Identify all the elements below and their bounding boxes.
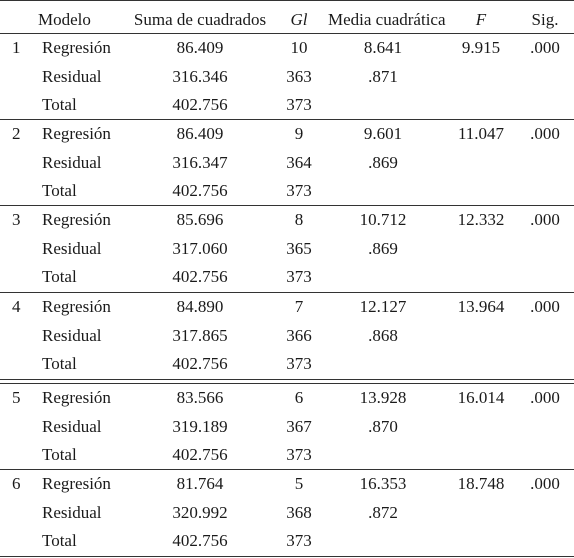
cell-media: .872 (368, 502, 398, 522)
group-divider (0, 205, 574, 206)
cell-tipo: Total (42, 354, 77, 373)
cell-suma: 317.060 (172, 238, 228, 258)
cell-media: 8.641 (363, 38, 403, 57)
cell-suma: 402.756 (172, 181, 228, 200)
cell-media: 16.353 (359, 474, 407, 493)
cell-media: .869 (368, 238, 398, 258)
cell-suma: 316.347 (172, 152, 228, 172)
cell-media: .869 (368, 152, 398, 172)
cell-tipo: Residual (42, 502, 102, 522)
group-divider-double (0, 379, 574, 380)
cell-suma: 402.756 (172, 354, 228, 373)
cell-f: 9.915 (461, 38, 501, 57)
cell-gl: 368 (286, 502, 312, 522)
cell-gl: 373 (286, 354, 312, 373)
cell-gl: 6 (294, 388, 304, 407)
cell-media: 12.127 (359, 297, 407, 316)
cell-tipo: Residual (42, 416, 102, 436)
cell-gl: 373 (286, 95, 312, 114)
cell-suma: 402.756 (172, 531, 228, 550)
cell-f: 16.014 (457, 388, 505, 407)
group-divider (0, 469, 574, 470)
cell-sig: .000 (530, 124, 560, 143)
cell-media: 10.712 (359, 210, 407, 229)
cell-suma: 84.890 (176, 297, 224, 316)
header-suma: Suma de cuadrados (133, 10, 267, 29)
table-bottom-rule (0, 556, 574, 557)
cell-gl: 366 (286, 325, 312, 345)
cell-tipo: Regresión (42, 38, 111, 57)
model-number: 2 (12, 124, 21, 143)
cell-tipo: Residual (42, 152, 102, 172)
cell-tipo: Residual (42, 238, 102, 258)
cell-suma: 317.865 (172, 325, 228, 345)
cell-gl: 367 (286, 416, 312, 436)
model-number: 6 (12, 474, 21, 493)
cell-gl: 365 (286, 238, 312, 258)
header-f: F (475, 10, 487, 29)
cell-suma: 402.756 (172, 267, 228, 286)
cell-f: 13.964 (457, 297, 505, 316)
cell-sig: .000 (530, 474, 560, 493)
cell-media: .868 (368, 325, 398, 345)
cell-sig: .000 (530, 38, 560, 57)
table-header (0, 0, 574, 34)
cell-tipo: Residual (42, 325, 102, 345)
cell-media: .870 (368, 416, 398, 436)
cell-tipo: Residual (42, 66, 102, 86)
cell-gl: 364 (286, 152, 312, 172)
model-number: 4 (12, 297, 21, 316)
cell-tipo: Total (42, 445, 77, 464)
group-divider (0, 292, 574, 293)
cell-f: 12.332 (457, 210, 505, 229)
cell-f: 18.748 (457, 474, 505, 493)
cell-gl: 9 (294, 124, 304, 143)
header-sig: Sig. (531, 10, 559, 29)
header-media: Media cuadrática (328, 10, 446, 29)
cell-gl: 373 (286, 445, 312, 464)
cell-tipo: Regresión (42, 210, 111, 229)
cell-sig: .000 (530, 388, 560, 407)
cell-sig: .000 (530, 297, 560, 316)
cell-suma: 319.189 (172, 416, 228, 436)
group-divider (0, 383, 574, 384)
cell-tipo: Regresión (42, 297, 111, 316)
cell-sig: .000 (530, 210, 560, 229)
cell-tipo: Regresión (42, 388, 111, 407)
group-divider (0, 119, 574, 120)
model-number: 3 (12, 210, 21, 229)
cell-gl: 363 (286, 66, 312, 86)
cell-tipo: Total (42, 267, 77, 286)
cell-tipo: Regresión (42, 124, 111, 143)
cell-media: 9.601 (363, 124, 403, 143)
cell-suma: 81.764 (176, 474, 224, 493)
cell-suma: 85.696 (176, 210, 224, 229)
cell-gl: 7 (294, 297, 304, 316)
cell-tipo: Total (42, 181, 77, 200)
cell-tipo: Regresión (42, 474, 111, 493)
cell-suma: 320.992 (172, 502, 228, 522)
cell-suma: 86.409 (176, 38, 224, 57)
header-gl: Gl (290, 10, 308, 29)
cell-gl: 5 (294, 474, 304, 493)
cell-tipo: Total (42, 95, 77, 114)
model-number: 5 (12, 388, 21, 407)
header-divider (0, 33, 574, 34)
cell-suma: 86.409 (176, 124, 224, 143)
cell-suma: 402.756 (172, 445, 228, 464)
cell-gl: 373 (286, 267, 312, 286)
header-modelo: Modelo (38, 10, 91, 29)
cell-gl: 373 (286, 531, 312, 550)
cell-suma: 83.566 (176, 388, 224, 407)
cell-suma: 402.756 (172, 95, 228, 114)
cell-media: 13.928 (359, 388, 407, 407)
cell-f: 11.047 (457, 124, 505, 143)
cell-gl: 373 (286, 181, 312, 200)
cell-suma: 316.346 (172, 66, 228, 86)
model-number: 1 (12, 38, 21, 57)
cell-tipo: Total (42, 531, 77, 550)
cell-media: .871 (368, 66, 398, 86)
cell-gl: 10 (290, 38, 308, 57)
cell-gl: 8 (294, 210, 304, 229)
